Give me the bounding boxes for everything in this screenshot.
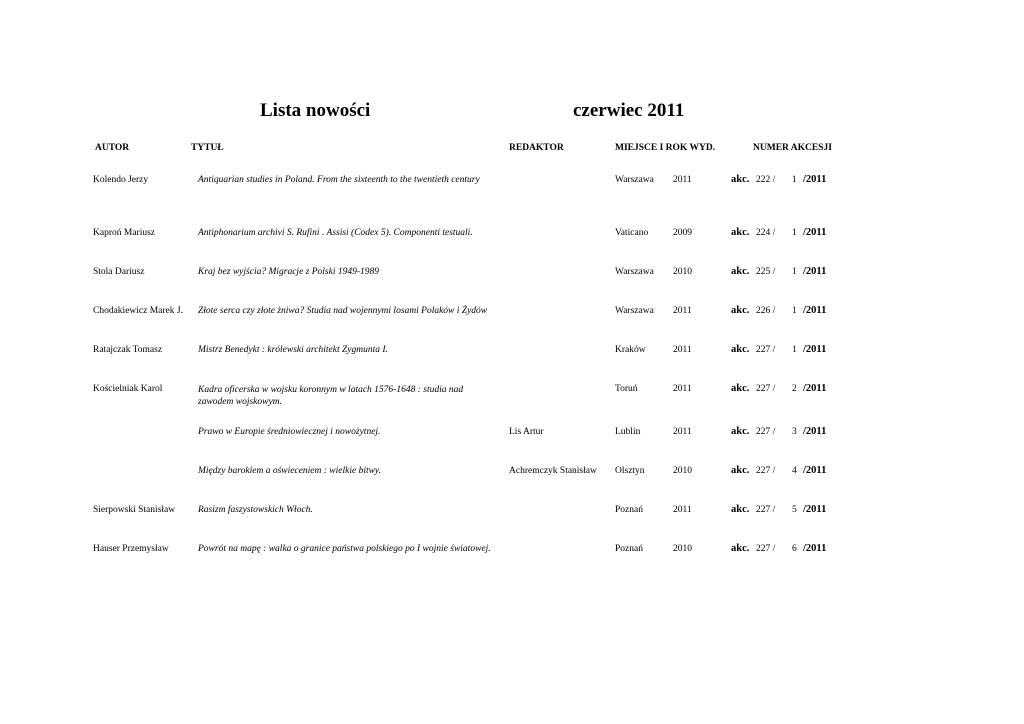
- header-numer: NUMER AKCESJI: [753, 143, 832, 153]
- rok-cell: 2011: [673, 384, 692, 394]
- autor-cell: Chodakiewicz Marek J.: [93, 306, 183, 316]
- akc-label: akc.: [731, 383, 750, 394]
- akc-number: 227 /: [756, 345, 776, 355]
- akc-sequence: 1: [792, 175, 797, 185]
- akc-year: /2011: [803, 266, 827, 277]
- rok-cell: 2011: [673, 306, 692, 316]
- autor-cell: Stola Dariusz: [93, 267, 145, 277]
- rok-cell: 2009: [673, 228, 692, 238]
- tytul-cell: Prawo w Europie średniowiecznej i nowożytnej.: [198, 427, 381, 437]
- akc-year: /2011: [803, 344, 827, 355]
- period-title: czerwiec 2011: [573, 100, 685, 121]
- akc-label: akc.: [731, 426, 750, 437]
- redaktor-cell: Lis Artur: [509, 427, 544, 437]
- header-miejsce: MIEJSCE I ROK WYD.: [615, 143, 716, 153]
- miejsce-cell: Warszawa: [615, 306, 654, 316]
- akc-sequence: 1: [792, 306, 797, 316]
- header-tytul: TYTUŁ: [191, 143, 224, 153]
- akc-sequence: 3: [792, 427, 797, 437]
- akc-sequence: 4: [792, 466, 797, 476]
- akc-number: 227 /: [756, 544, 776, 554]
- akc-label: akc.: [731, 543, 750, 554]
- akc-sequence: 5: [792, 505, 797, 515]
- tytul-cell: Złote serca czy złote żniwa? Studia nad wojennymi losami Polaków i Żydów: [198, 306, 488, 316]
- akc-number: 227 /: [756, 427, 776, 437]
- akc-label: akc.: [731, 227, 750, 238]
- akc-number: 227 /: [756, 505, 776, 515]
- tytul-cell: Rasizm faszystowskich Włoch.: [198, 505, 313, 515]
- akc-year: /2011: [803, 543, 827, 554]
- page-title: Lista nowości: [260, 100, 371, 121]
- miejsce-cell: Poznań: [615, 505, 643, 515]
- miejsce-cell: Kraków: [615, 345, 646, 355]
- rok-cell: 2010: [673, 267, 692, 277]
- akc-sequence: 6: [792, 544, 797, 554]
- akc-number: 227 /: [756, 466, 776, 476]
- miejsce-cell: Toruń: [615, 384, 638, 394]
- autor-cell: Sierpowski Stanisław: [93, 505, 176, 515]
- rok-cell: 2010: [673, 544, 692, 554]
- tytul-cell: Kraj bez wyjścia? Migracje z Polski 1949-1989: [198, 267, 380, 277]
- autor-cell: Kaproń Mariusz: [93, 228, 155, 238]
- akc-year: /2011: [803, 383, 827, 394]
- rok-cell: 2011: [673, 427, 692, 437]
- miejsce-cell: Warszawa: [615, 267, 654, 277]
- rok-cell: 2011: [673, 175, 692, 185]
- akc-label: akc.: [731, 174, 750, 185]
- header-redaktor: REDAKTOR: [509, 143, 564, 153]
- tytul-cell: Powrót na mapę : walka o granice państwa polskiego po I wojnie światowej.: [198, 544, 491, 554]
- akc-year: /2011: [803, 504, 827, 515]
- akc-year: /2011: [803, 174, 827, 185]
- miejsce-cell: Olsztyn: [615, 466, 645, 476]
- miejsce-cell: Poznań: [615, 544, 643, 554]
- tytul-cell: Antiquarian studies in Poland. From the sixteenth to the twentieth century: [198, 175, 480, 185]
- akc-sequence: 1: [792, 345, 797, 355]
- tytul-cell: Między barokiem a oświeceniem : wielkie bitwy.: [198, 466, 382, 476]
- akc-label: akc.: [731, 266, 750, 277]
- akc-label: akc.: [731, 305, 750, 316]
- akc-label: akc.: [731, 344, 750, 355]
- akc-year: /2011: [803, 227, 827, 238]
- akc-label: akc.: [731, 465, 750, 476]
- akc-sequence: 1: [792, 228, 797, 238]
- autor-cell: Kościelniak Karol: [93, 384, 163, 394]
- akc-label: akc.: [731, 504, 750, 515]
- rok-cell: 2010: [673, 466, 692, 476]
- miejsce-cell: Warszawa: [615, 175, 654, 185]
- akc-sequence: 1: [792, 267, 797, 277]
- akc-year: /2011: [803, 426, 827, 437]
- akc-number: 222 /: [756, 175, 776, 185]
- miejsce-cell: Lublin: [615, 427, 641, 437]
- akc-year: /2011: [803, 305, 827, 316]
- akc-number: 224 /: [756, 228, 776, 238]
- rok-cell: 2011: [673, 505, 692, 515]
- header-autor: AUTOR: [95, 143, 130, 153]
- akc-sequence: 2: [792, 384, 797, 394]
- akc-year: /2011: [803, 465, 827, 476]
- miejsce-cell: Vaticano: [615, 228, 649, 238]
- autor-cell: Hauser Przemysław: [93, 544, 169, 554]
- autor-cell: Kolendo Jerzy: [93, 175, 149, 185]
- redaktor-cell: Achremczyk Stanisław: [509, 466, 597, 476]
- rok-cell: 2011: [673, 345, 692, 355]
- akc-number: 227 /: [756, 384, 776, 394]
- akc-number: 226 /: [756, 306, 776, 316]
- autor-cell: Ratajczak Tomasz: [93, 345, 163, 355]
- akc-number: 225 /: [756, 267, 776, 277]
- tytul-cell: Antiphonarium archivi S. Rufini . Assisi (Codex 5). Componenti testuali.: [198, 228, 473, 238]
- tytul-cell: Kadra oficerska w wojsku koronnym w latach 1576-1648 : studia nad zawodem wojskowym.: [198, 385, 464, 407]
- tytul-cell: Mistrz Benedykt : królewski architekt Zygmunta I.: [198, 345, 388, 355]
